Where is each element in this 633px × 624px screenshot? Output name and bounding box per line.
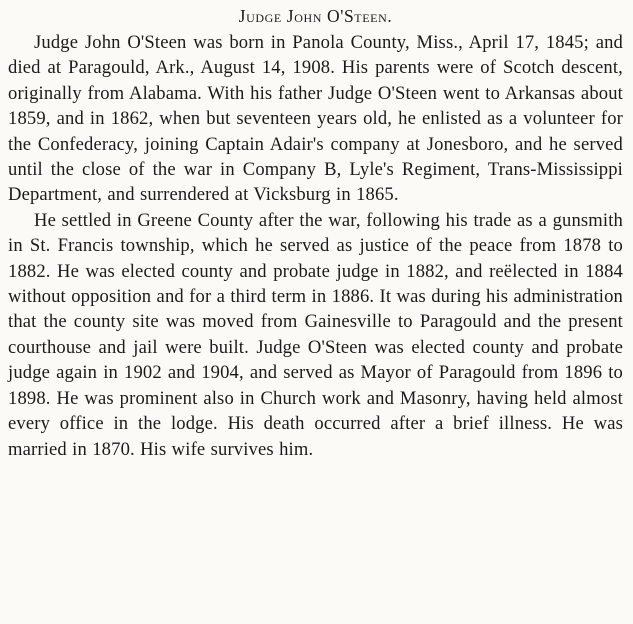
article-title: Judge John O'Steen. <box>238 6 393 26</box>
paragraph-2: He settled in Greene County after the war, following his trade as a gunsmith in St. Francis township, which he served as justice of the peace from 1878 to 1882. He was elected county and probate judge in 1882, and reëlected in 1884 without opposition and for a third term in 1886. It was during his administration that the county site was moved from Gainesville to Paragould and the present courthouse and jail were built. Judge O'Steen was elected county and probate judge again in 1902 and 1904, and served as Mayor of Paragould from 1896 to 1898. He was prominent also in Church work and Masonry, having held almost every office in the lodge. His death occurred after a brief illness. He was married in 1870. His wife survives him. <box>8 209 623 460</box>
paragraph-1: Judge John O'Steen was born in Panola County, Miss., April 17, 1845; and died at Paragould, Ark., August 14, 1908. His parents were of Scotch descent, originally from Alabama. With his father Judge O'Steen went to Arkansas about 1859, and in 1862, when but seventeen years old, he enlisted as a volunteer for the Confederacy, joining Captain Adair's company at Jonesboro, and he served until the close of the war in Company B, Lyle's Regiment, Trans-Mississippi Department, and surrendered at Vicksburg in 1865. <box>8 32 623 206</box>
